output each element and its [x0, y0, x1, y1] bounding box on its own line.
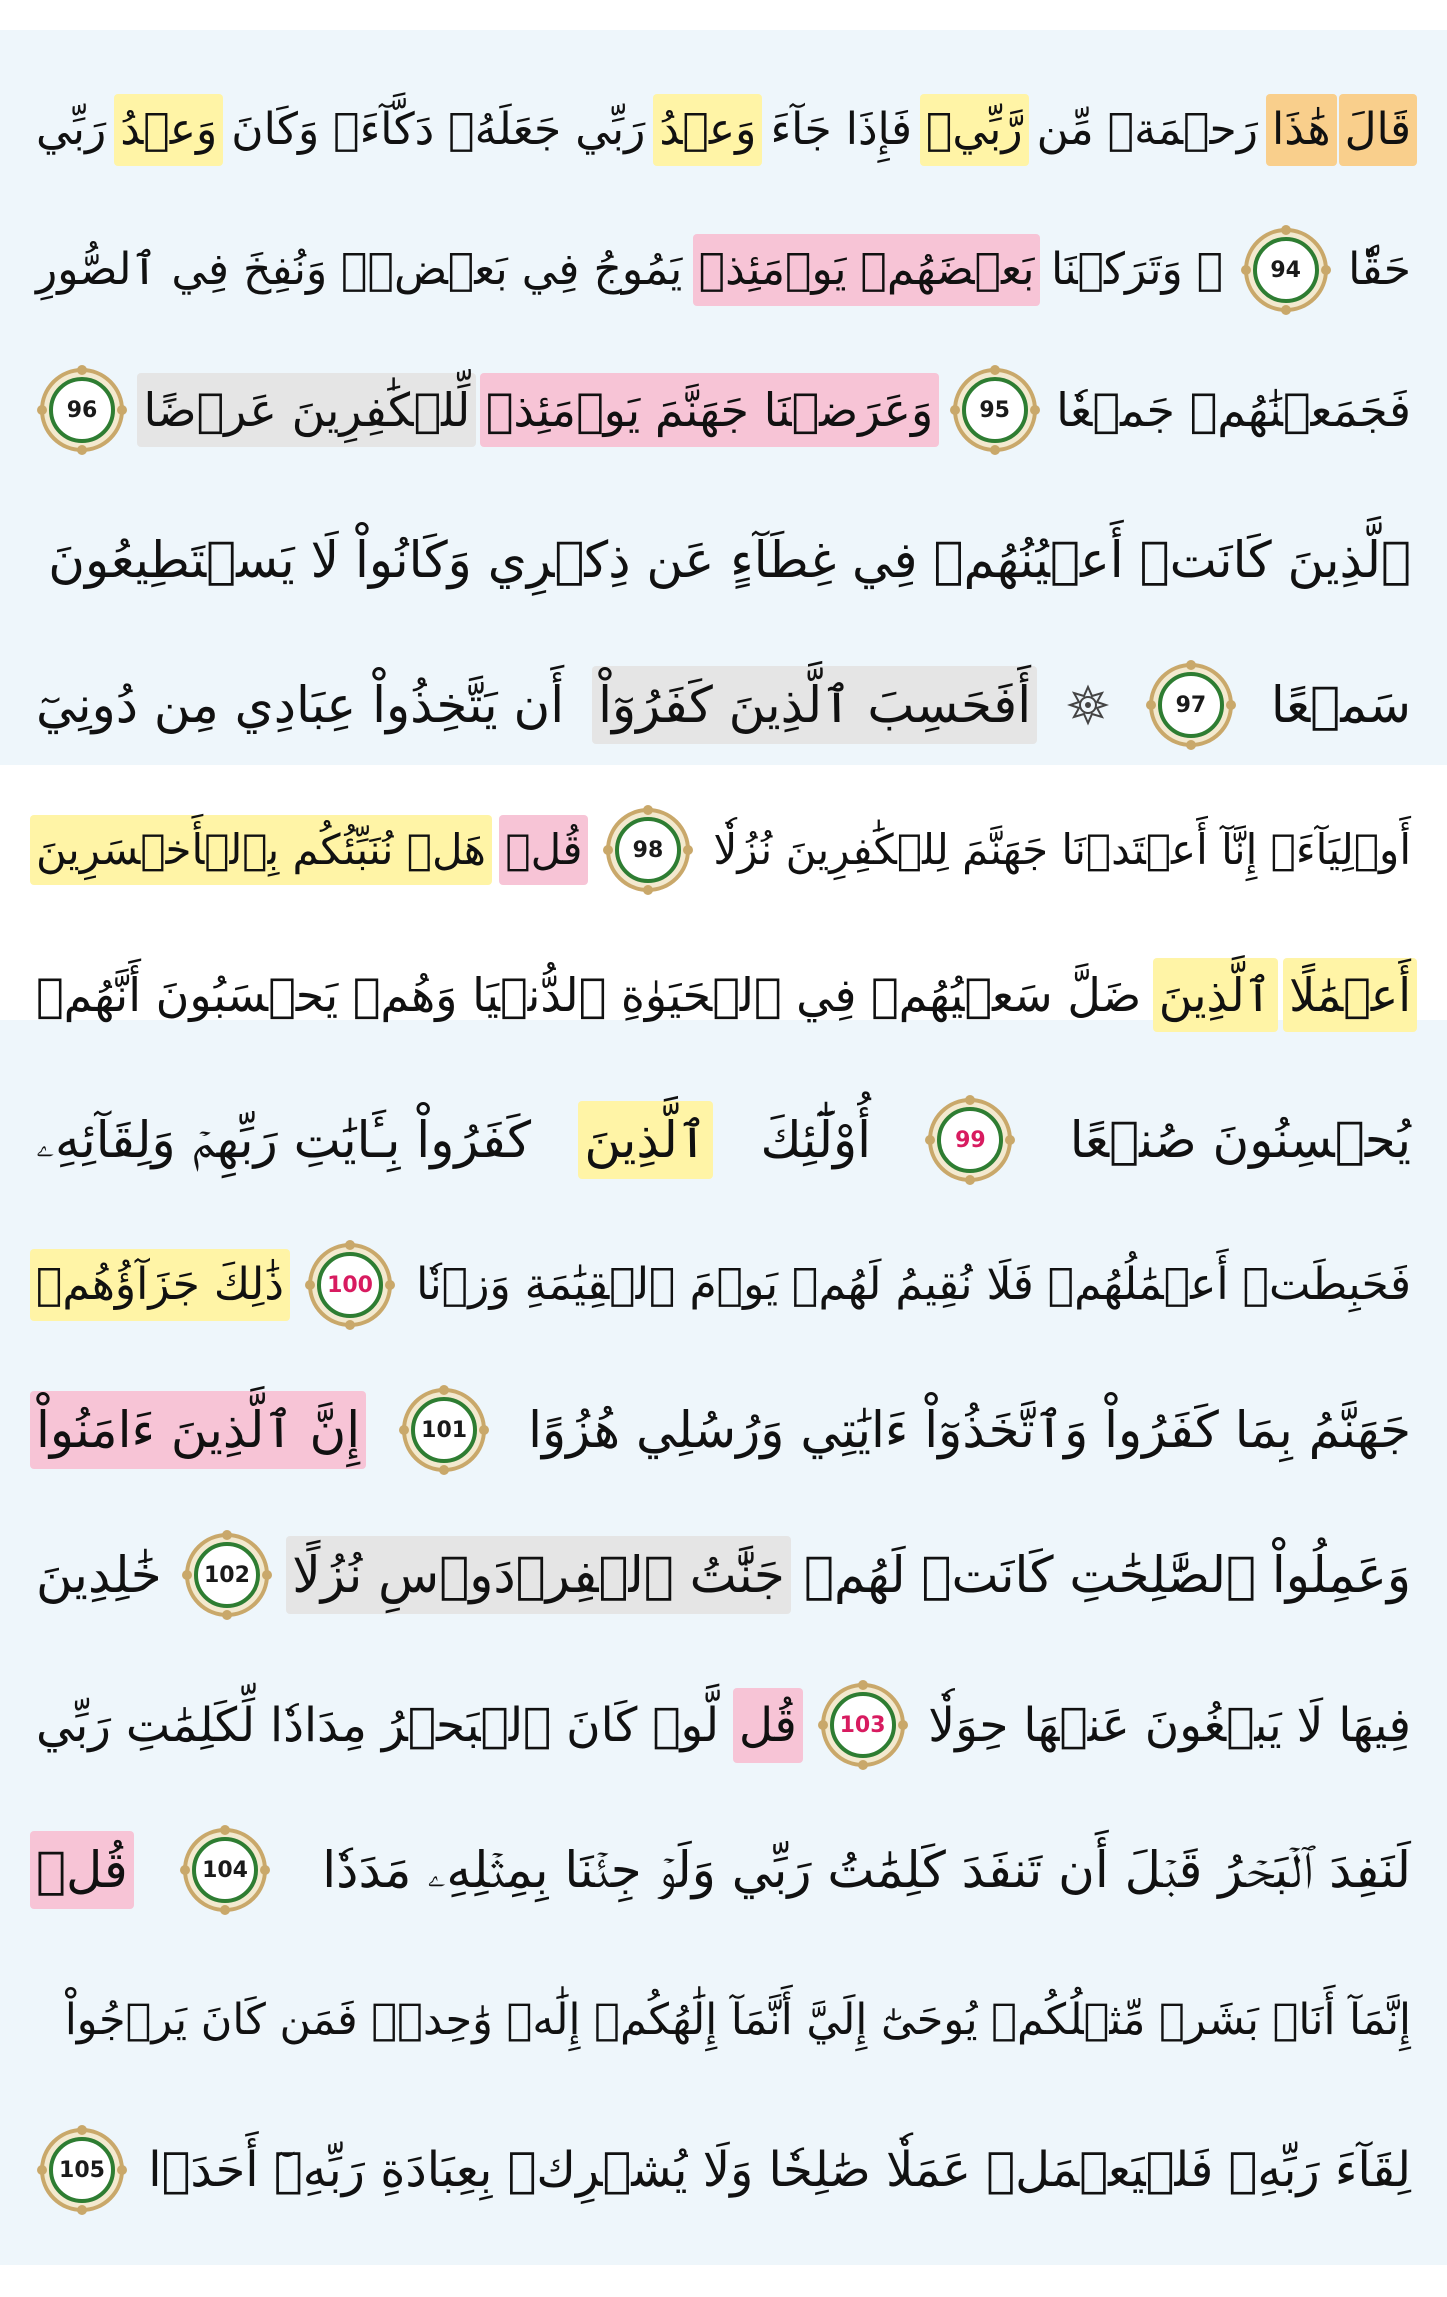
- highlighted-tajweed-text: هَٰذَا: [1266, 94, 1337, 166]
- verse-text: أَن يَتَّخِذُواْ عِبَادِي مِن دُونِيٓ: [36, 676, 565, 734]
- ayah-number: 98: [632, 837, 664, 863]
- highlighted-tajweed-text: قُل: [733, 1688, 803, 1763]
- verse-line: [30, 500, 1417, 620]
- verse-text: لَّوۡ كَانَ ٱلۡبَحۡرُ مِدَادٗا لِّكَلِمَٰتِ رَبِّي: [36, 1697, 720, 1753]
- verse-line: [30, 1080, 1417, 1200]
- sajda-icon: [1067, 684, 1109, 726]
- verse-line: [30, 1960, 1417, 2080]
- verse-text: فَحَبِطَتۡ أَعۡمَٰلُهُمۡ فَلَا نُقِيمُ لَهُمۡ يَوۡمَ ٱلۡقِيَٰمَةِ وَزۡنٗا: [416, 1259, 1411, 1310]
- verse-text: إِنَّمَآ أَنَا۠ بَشَرٞ مِّثۡلُكُمۡ يُوحَىٰٓ إِلَيَّ أَنَّمَآ إِلَٰهُكُمۡ إِلَٰهٞ وَٰحِدٞۖ فَمَن كَانَ يَرۡجُواْ: [64, 1994, 1411, 2045]
- ayah-number-marker-icon: [817, 1679, 909, 1771]
- verse-text: رَبِّي جَعَلَهُۥ دَكَّآءَۖ وَكَانَ: [231, 104, 646, 155]
- verse-line: [30, 350, 1417, 470]
- verse-text: ضَلَّ سَعۡيُهُمۡ فِي ٱلۡحَيَوٰةِ ٱلدُّنۡيَا وَهُمۡ يَحۡسَبُونَ أَنَّهُمۡ: [36, 968, 1142, 1022]
- verse-line: [30, 790, 1417, 910]
- verse-line: [30, 2110, 1417, 2230]
- ayah-number: 100: [327, 1272, 373, 1298]
- verse-text: أَوۡلِيَآءَۚ إِنَّآ أَعۡتَدۡنَا جَهَنَّمَ لِلۡكَٰفِرِينَ نُزُلٗا: [713, 825, 1411, 874]
- highlighted-tajweed-text: أَفَحَسِبَ ٱلَّذِينَ كَفَرُوٓاْ: [592, 666, 1037, 744]
- highlighted-tajweed-text: رَّبِّيۖ: [920, 94, 1029, 166]
- verse-text: سَمۡعًا: [1270, 676, 1411, 734]
- verse-text: ٱلَّذِينَ كَانَتۡ أَعۡيُنُهُمۡ فِي غِطَآءٍ عَن ذِكۡرِي وَكَانُواْ لَا يَسۡتَطِيعُونَ: [48, 531, 1411, 589]
- ayah-number: 94: [1270, 257, 1301, 283]
- highlighted-tajweed-text: قَالَ: [1339, 94, 1417, 166]
- highlighted-tajweed-text: وَعۡدُ: [653, 94, 762, 166]
- ayah-number-marker-icon: [181, 1529, 273, 1621]
- ayah-number: 104: [202, 1857, 248, 1883]
- verse-line: [30, 210, 1417, 330]
- highlighted-tajweed-text: لِّلۡكَٰفِرِينَ عَرۡضًا: [137, 373, 476, 447]
- ayah-number: 101: [421, 1417, 468, 1443]
- highlighted-tajweed-text: ذَٰلِكَ جَزَآؤُهُمۡ: [30, 1249, 290, 1321]
- ayah-number-marker-icon: [602, 804, 694, 896]
- highlighted-tajweed-text: وَعۡدُ: [114, 94, 223, 166]
- ayah-number: 99: [955, 1127, 986, 1153]
- verse-line: [30, 1665, 1417, 1785]
- highlighted-tajweed-text: جَنَّٰتُ ٱلۡفِرۡدَوۡسِ نُزُلًا: [286, 1536, 790, 1614]
- verse-text: يُحۡسِنُونَ صُنۡعًا: [1069, 1111, 1411, 1169]
- ayah-number: 96: [66, 397, 98, 423]
- verse-line: [30, 1370, 1417, 1490]
- verse-text: رَبِّي: [36, 104, 107, 155]
- verse-line: [30, 1225, 1417, 1345]
- verse-text: لِقَآءَ رَبِّهِۦ فَلۡيَعۡمَلۡ عَمَلٗا صَٰلِحٗا وَلَا يُشۡرِكۡ بِعِبَادَةِ رَبِّهِۦٓ أَحَدَۢا: [148, 2142, 1411, 2198]
- ayah-number-marker-icon: [36, 2124, 128, 2216]
- ayah-number-marker-icon: [304, 1239, 396, 1331]
- ayah-number-marker-icon: [179, 1824, 271, 1916]
- highlighted-tajweed-text: إِنَّ ٱلَّذِينَ ءَامَنُواْ: [30, 1391, 366, 1469]
- verse-text: فِيهَا لَا يَبۡغُونَ عَنۡهَا حِوَلٗا: [928, 1697, 1411, 1753]
- verse-line: [30, 1810, 1417, 1930]
- verse-text: يَمُوجُ فِي بَعۡضٖۖ وَنُفِخَ فِي ٱلصُّورِ: [36, 244, 683, 295]
- ayah-number-marker-icon: [36, 364, 128, 456]
- highlighted-tajweed-text: قُلۡ: [499, 815, 588, 885]
- ayah-number: 105: [59, 2157, 105, 2183]
- verse-line: [30, 70, 1417, 190]
- verse-text: لَنَفِدَ ٱلۡبَحۡرُ قَبۡلَ أَن تَنفَدَ كَلِمَٰتُ رَبِّي وَلَوۡ جِئۡنَا بِمِثۡلِهِۦ مَدَدٗا: [322, 1841, 1411, 1899]
- ayah-number-marker-icon: [949, 364, 1041, 456]
- highlighted-tajweed-text: أَعۡمَٰلًا: [1283, 958, 1417, 1032]
- verse-line: [30, 645, 1417, 765]
- ayah-number: 95: [979, 397, 1010, 423]
- verse-text: حَقّٗا: [1348, 244, 1411, 295]
- ayah-number-marker-icon: [1145, 659, 1237, 751]
- highlighted-tajweed-text: قُلۡ: [30, 1831, 134, 1909]
- ayah-number: 97: [1175, 692, 1207, 718]
- highlighted-tajweed-text: ٱلَّذِينَ: [1153, 958, 1278, 1032]
- verse-text: وَعَمِلُواْ ٱلصَّٰلِحَٰتِ كَانَتۡ لَهُمۡ: [804, 1546, 1411, 1604]
- verse-text: خَٰلِدِينَ: [36, 1546, 162, 1604]
- verse-text: فَإِذَا جَآءَ: [770, 104, 912, 155]
- ayah-number-marker-icon: [1240, 224, 1332, 316]
- ayah-number-marker-icon: [398, 1384, 490, 1476]
- highlighted-tajweed-text: هَلۡ نُنَبِّئُكُم بِٱلۡأَخۡسَرِينَ: [30, 815, 492, 885]
- verse-text: رَحۡمَةٞ مِّن: [1036, 104, 1258, 155]
- highlighted-tajweed-text: وَعَرَضۡنَا جَهَنَّمَ يَوۡمَئِذٖ: [480, 373, 939, 447]
- ayah-number: 103: [839, 1712, 886, 1738]
- verse-text: جَهَنَّمُ بِمَا كَفَرُواْ وَٱتَّخَذُوٓاْ ءَايَٰتِي وَرُسُلِي هُزُوًا: [528, 1401, 1411, 1459]
- verse-line: [30, 1515, 1417, 1635]
- verse-text: ۞ وَتَرَكۡنَا: [1050, 244, 1224, 295]
- ayah-number-marker-icon: [924, 1094, 1016, 1186]
- verse-line: [30, 935, 1417, 1055]
- verse-text: أُوْلَٰٓئِكَ: [760, 1111, 872, 1169]
- highlighted-tajweed-text: ٱلَّذِينَ: [578, 1101, 713, 1179]
- verse-text: كَفَرُواْ بِـَٔايَٰتِ رَبِّهِمۡ وَلِقَآئِهِۦ: [36, 1111, 532, 1169]
- verse-text: فَجَمَعۡنَٰهُمۡ جَمۡعٗا: [1056, 383, 1411, 437]
- highlighted-tajweed-text: بَعۡضَهُمۡ يَوۡمَئِذٖ: [693, 234, 1041, 306]
- ayah-number: 102: [204, 1562, 250, 1588]
